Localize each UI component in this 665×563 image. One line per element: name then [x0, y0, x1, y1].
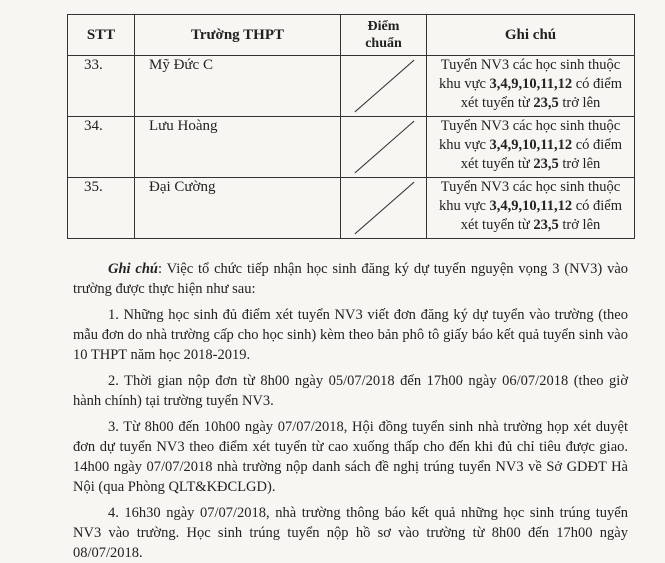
row-note [427, 56, 635, 117]
note-line3-c: trở lên [558, 156, 601, 172]
row-stt: 34. [68, 117, 135, 178]
note-line3-a: xét tuyển từ [460, 95, 534, 111]
note-areas: 3,4,9,10,11,12 [489, 137, 573, 153]
row-score-empty [341, 56, 427, 117]
note-line3-c: trở lên [558, 95, 601, 111]
note-line2-c: có điểm [572, 198, 623, 214]
note-line1: Tuyển NV3 các học sinh thuộc [440, 118, 621, 134]
notes-intro [73, 259, 628, 299]
note-line2-c: có điểm [572, 137, 623, 153]
row-note [427, 178, 635, 239]
row-stt: 33. [68, 56, 135, 117]
header-note: Ghi chú [427, 15, 635, 56]
notes-section [73, 259, 628, 563]
note-line3-a: xét tuyển từ [460, 156, 534, 172]
note-min-score: 23,5 [533, 156, 559, 172]
notes-item-2: 2. Thời gian nộp đơn từ 8h00 ngày 05/07/2018 đến 17h00 ngày 06/07/2018 (theo giờ hành chính) tại trường tuyển NV3. [73, 373, 628, 409]
row-stt: 35. [68, 178, 135, 239]
note-min-score: 23,5 [533, 95, 559, 111]
table-row [68, 56, 635, 117]
admission-table [67, 14, 635, 239]
header-school: Trường THPT [135, 15, 341, 56]
header-score-line2: chuẩn [365, 36, 402, 51]
row-note [427, 117, 635, 178]
table-row [68, 178, 635, 239]
note-line1: Tuyển NV3 các học sinh thuộc [440, 57, 621, 73]
table-header-row [68, 15, 635, 56]
notes-item-3: 3. Từ 8h00 đến 10h00 ngày 07/07/2018, Hội đồng tuyển sinh nhà trường họp xét duyệt đơn dự tuyển NV3 theo điểm xét tuyển từ cao xuống thấp cho đến khi đủ chỉ tiêu được giao. 14h00 ngày 07/07/2018 nhà trường nộp danh sách đề nghị trúng tuyển NV3 về Sở GDĐT Hà Nội (qua Phòng QLT&KĐCLGD). [73, 419, 628, 495]
header-stt: STT [68, 15, 135, 56]
diagonal-slash [341, 178, 426, 238]
row-school: Mỹ Đức C [135, 56, 341, 117]
header-score-line1: Điểm [367, 19, 400, 34]
row-score-empty [341, 178, 427, 239]
notes-label: Ghi chú [108, 261, 158, 277]
notes-item-1: 1. Những học sinh đủ điểm xét tuyển NV3 viết đơn đăng ký dự tuyển vào trường (theo mẫu đơn do nhà trường cấp cho học sinh) kèm theo bản phô tô giấy báo kết quả tuyển sinh vào 10 THPT năm học 2018-2019. [73, 307, 628, 363]
note-line2-a: khu vực [438, 76, 490, 92]
row-score-empty [341, 117, 427, 178]
diagonal-slash [341, 117, 426, 177]
diagonal-slash [341, 56, 426, 116]
note-line3-a: xét tuyển từ [460, 217, 534, 233]
note-line3-c: trở lên [558, 217, 601, 233]
row-school: Lưu Hoàng [135, 117, 341, 178]
table-row [68, 117, 635, 178]
note-line2-c: có điểm [572, 76, 623, 92]
notes-intro-text: : Việc tổ chức tiếp nhận học sinh đăng ký dự tuyển nguyện vọng 3 (NV3) vào trường được thực hiện như sau: [73, 261, 628, 297]
note-line2-a: khu vực [438, 198, 490, 214]
note-min-score: 23,5 [533, 217, 559, 233]
note-areas: 3,4,9,10,11,12 [489, 198, 573, 214]
note-line2-a: khu vực [438, 137, 490, 153]
row-school: Đại Cường [135, 178, 341, 239]
header-score [341, 15, 427, 56]
note-line1: Tuyển NV3 các học sinh thuộc [440, 179, 621, 195]
note-areas: 3,4,9,10,11,12 [489, 76, 573, 92]
notes-item-4: 4. 16h30 ngày 07/07/2018, nhà trường thông báo kết quả những học sinh trúng tuyển NV3 vào trường. Học sinh trúng tuyển nộp hồ sơ vào trường từ 8h00 đến 17h00 ngày 08/07/2018. [73, 505, 628, 561]
